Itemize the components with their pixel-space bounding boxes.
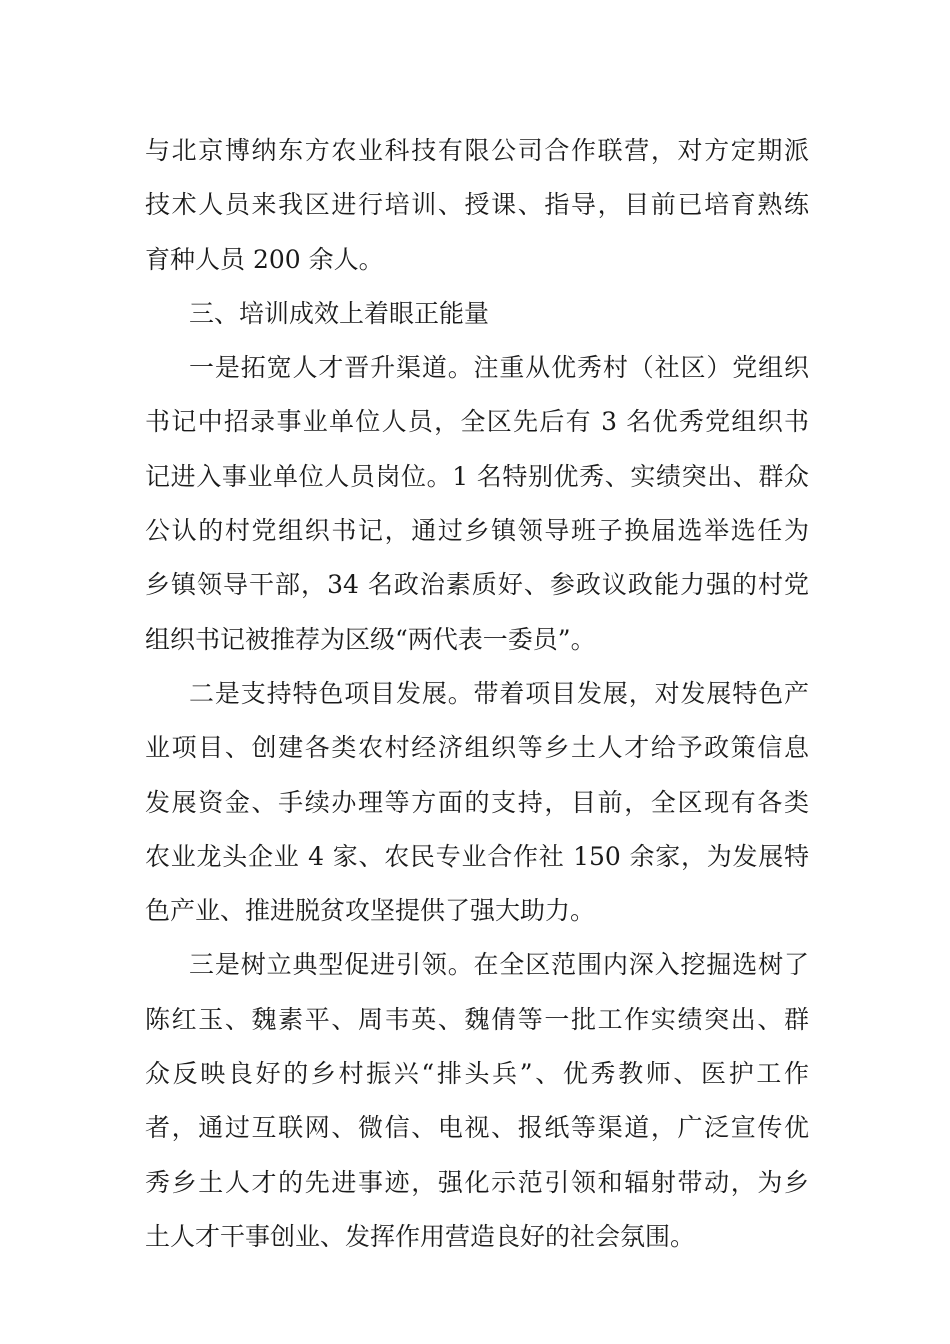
text-line: 公认的村党组织书记，通过乡镇领导班子换届选举选任为 (145, 516, 809, 546)
text-line: 书记中招录事业单位人员，全区先后有 3 名优秀党组织书 (145, 407, 809, 437)
text-line: 秀乡土人才的先进事迹，强化示范引领和辐射带动，为乡 (145, 1167, 809, 1197)
text-line: 记进入事业单位人员岗位。1 名特别优秀、实绩突出、群众 (145, 461, 809, 491)
text-line: 技术人员来我区进行培训、授课、指导，目前已培育熟练 (145, 190, 809, 220)
text-line: 土人才干事创业、发挥作用营造良好的社会氛围。 (145, 1221, 696, 1251)
text-line: 三是树立典型促进引领。在全区范围内深入挖掘选树了 (189, 950, 809, 980)
text-line: 业项目、创建各类农村经济组织等乡土人才给予政策信息 (145, 733, 809, 763)
text-line: 色产业、推进脱贫攻坚提供了强大助力。 (145, 896, 596, 926)
paragraph-role-models (145, 938, 809, 1264)
text-line: 陈红玉、魏素平、周韦英、魏倩等一批工作实绩突出、群 (145, 1004, 809, 1034)
text-line: 者，通过互联网、微信、电视、报纸等渠道，广泛宣传优 (145, 1113, 809, 1143)
text-line: 农业龙头企业 4 家、农民专业合作社 150 余家，为发展特 (145, 841, 809, 871)
paragraph-continued (145, 124, 809, 287)
paragraph-talent-promotion (145, 341, 809, 667)
text-line: 组织书记被推荐为区级“两代表一委员”。 (145, 624, 596, 654)
section-heading (145, 287, 809, 341)
heading-text: 三、培训成效上着眼正能量 (189, 298, 490, 328)
text-line: 乡镇领导干部，34 名政治素质好、参政议政能力强的村党 (145, 570, 809, 600)
text-line: 育种人员 200 余人。 (145, 244, 384, 274)
text-line: 众反映良好的乡村振兴“排头兵”、优秀教师、医护工作 (145, 1059, 809, 1089)
text-line: 一是拓宽人才晋升渠道。注重从优秀村（社区）党组织 (189, 353, 809, 383)
text-line: 发展资金、手续办理等方面的支持，目前，全区现有各类 (145, 787, 809, 817)
text-line: 二是支持特色项目发展。带着项目发展，对发展特色产 (189, 678, 809, 708)
text-line: 与北京博纳东方农业科技有限公司合作联营，对方定期派 (145, 136, 809, 165)
document-body (145, 124, 809, 1264)
paragraph-project-support (145, 667, 809, 938)
